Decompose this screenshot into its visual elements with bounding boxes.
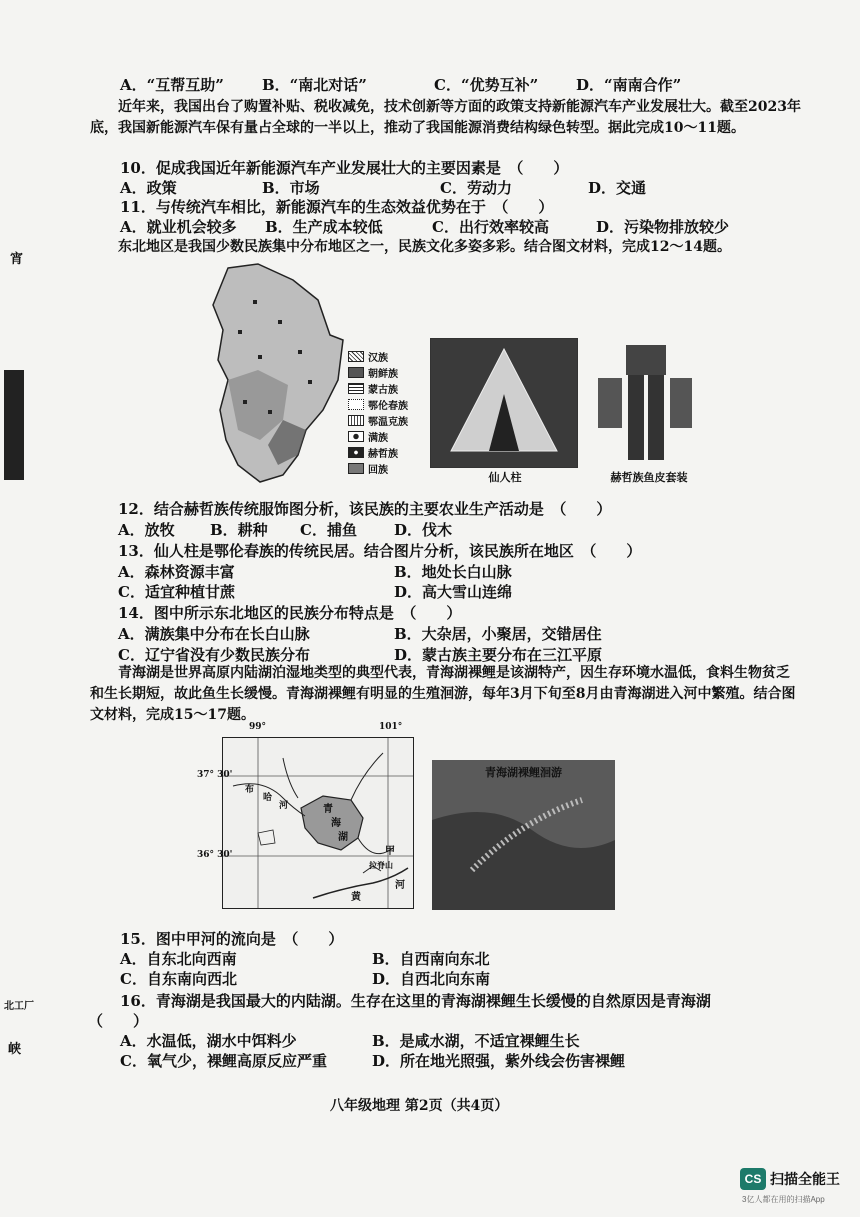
page-footer: 八年级地理 第2页（共4页）	[330, 1098, 509, 1114]
intro-12-14: 东北地区是我国少数民族集中分布地区之一，民族文化多姿多彩。结合图文材料，完成12～14题。	[118, 239, 731, 255]
fishskin-suit-photo	[598, 340, 693, 465]
q9-option-a: A．“互帮互助”	[120, 76, 224, 94]
map-label-bu: 布	[245, 785, 255, 795]
intro-10-11: 近年来，我国出台了购置补贴、税收减免，技术创新等方面的政策支持新能源汽车产业发展壮大。截至2023年底，我国新能源汽车保有量占全球的一半以上，推动了我国能源消费结构绿色转型。据此完成10～11题。	[90, 99, 801, 136]
map-label-ha: 哈	[263, 793, 273, 803]
q11-option-a: A．就业机会较多	[120, 218, 237, 236]
map-legend	[348, 348, 408, 476]
intro-15-17: 青海湖是世界高原内陆湖泊湿地类型的典型代表，青海湖裸鲤是该湖特产，因生存环境水温低，食料生物贫乏和生长期短，故此鱼生长缓慢。青海湖裸鲤有明显的生殖洄游，每年3月下旬至8月由青海湖进入河中繁殖。结合图文材料，完成15～17题。	[90, 665, 796, 723]
legend-item-oroqen: 鄂伦春族	[348, 396, 408, 412]
q13-option-c: C．适宜种植甘蔗	[118, 583, 235, 601]
legend-item-han: 汉族	[348, 348, 408, 364]
q12-option-c: C．捕鱼	[300, 521, 357, 539]
scanner-tagline: 3亿人都在用的扫描App	[742, 1195, 825, 1204]
xianrenzhu-caption: 仙人柱	[488, 471, 522, 484]
migration-photo-title: 青海湖裸鲤洄游	[485, 766, 562, 779]
q15-option-d: D．自西北向东南	[372, 970, 491, 988]
q15-option-b: B．自西南向东北	[372, 950, 490, 968]
q13-option-a: A．森林资源丰富	[118, 563, 235, 581]
q9-option-c: C．“优势互补”	[434, 76, 539, 94]
map-lat-36-30: 36° 30'	[197, 850, 233, 860]
legend-item-hezhe: 赫哲族	[348, 444, 408, 460]
map-label-he2: 河	[279, 801, 289, 811]
legend-item-ewenki: 鄂温克族	[348, 412, 408, 428]
q14-option-b: B．大杂居，小聚居，交错居住	[394, 625, 602, 643]
q11-option-c: C．出行效率较高	[432, 218, 549, 236]
map-label-river-jia: 甲	[385, 846, 395, 857]
side-mark-a: 宵	[10, 252, 24, 267]
scanner-logo-icon: CS	[740, 1168, 766, 1190]
q12-option-b: B．耕种	[210, 521, 268, 539]
q10-stem: 10．促成我国近年新能源汽车产业发展壮大的主要因素是 （ ）	[120, 159, 569, 177]
scanner-brand: 扫描全能王	[770, 1171, 840, 1187]
map-label-lake2: 海	[331, 818, 341, 829]
q16-option-c: C．氧气少，裸鲤高原反应严重	[120, 1052, 327, 1070]
q10-option-c: C．劳动力	[440, 179, 512, 197]
q16-option-d: D．所在地光照强，紫外线会伤害裸鲤	[372, 1052, 626, 1070]
q9-option-d: D．“南南合作”	[576, 76, 682, 94]
q14-option-a: A．满族集中分布在长白山脉	[118, 625, 310, 643]
fishskin-suit-caption: 赫哲族鱼皮套装	[610, 471, 688, 484]
map-label-lake3: 湖	[338, 832, 348, 843]
xianrenzhu-photo	[430, 338, 578, 468]
q12-option-d: D．伐木	[394, 521, 453, 539]
side-mark-c: 峡	[8, 1042, 22, 1057]
q16-option-a: A．水温低，湖水中饵料少	[120, 1032, 297, 1050]
q10-option-d: D．交通	[588, 179, 647, 197]
q15-option-a: A．自东北向西南	[120, 950, 237, 968]
qinghai-lake-map	[197, 722, 414, 909]
q11-option-b: B．生产成本较低	[265, 218, 383, 236]
q12-option-a: A．放牧	[118, 521, 175, 539]
q15-stem: 15．图中甲河的流向是 （ ）	[120, 930, 344, 948]
legend-item-manchu: 满族	[348, 428, 408, 444]
map-label-huang: 黄	[351, 892, 361, 903]
q11-stem: 11．与传统汽车相比，新能源汽车的生态效益优势在于 （ ）	[120, 198, 554, 216]
legend-item-mongol: 蒙古族	[348, 380, 408, 396]
naked-carp-migration-photo	[432, 760, 615, 910]
q10-option-b: B．市场	[262, 179, 320, 197]
q16-stem: 16．青海湖是我国最大的内陆湖。生存在这里的青海湖裸鲤生长缓慢的自然原因是青海湖	[120, 992, 711, 1010]
map-label-he: 河	[395, 880, 405, 891]
map-label-lake1: 青	[323, 804, 333, 815]
q14-option-c: C．辽宁省没有少数民族分布	[118, 646, 310, 664]
map-lon-101: 101°	[379, 722, 403, 732]
side-mark-b: 北工厂	[4, 1001, 34, 1012]
side-dark-strip	[4, 370, 24, 480]
q9-option-b: B．“南北对话”	[262, 76, 367, 94]
q15-option-c: C．自东南向西北	[120, 970, 237, 988]
q12-stem: 12．结合赫哲族传统服饰图分析，该民族的主要农业生产活动是 （ ）	[118, 500, 612, 518]
legend-item-korean: 朝鲜族	[348, 364, 408, 380]
map-lon-99: 99°	[249, 722, 267, 732]
q16-option-b: B．是咸水湖，不适宜裸鲤生长	[372, 1032, 580, 1050]
q13-stem: 13．仙人柱是鄂伦春族的传统民居。结合图片分析，该民族所在地区 （ ）	[118, 542, 642, 560]
northeast-ethnic-map	[198, 260, 348, 485]
legend-item-hui: 回族	[348, 460, 408, 476]
q10-option-a: A．政策	[120, 179, 177, 197]
q14-stem: 14．图中所示东北地区的民族分布特点是 （ ）	[118, 604, 462, 622]
q13-option-b: B．地处长白山脉	[394, 563, 512, 581]
map-lat-37-30: 37° 30'	[197, 770, 233, 780]
map-label-mountain: 拉脊山	[369, 860, 393, 870]
q16-paren: （ ）	[88, 1012, 149, 1030]
q13-option-d: D．高大雪山连绵	[394, 583, 513, 601]
q11-option-d: D．污染物排放较少	[596, 218, 730, 236]
q14-option-d: D．蒙古族主要分布在三江平原	[394, 646, 603, 664]
